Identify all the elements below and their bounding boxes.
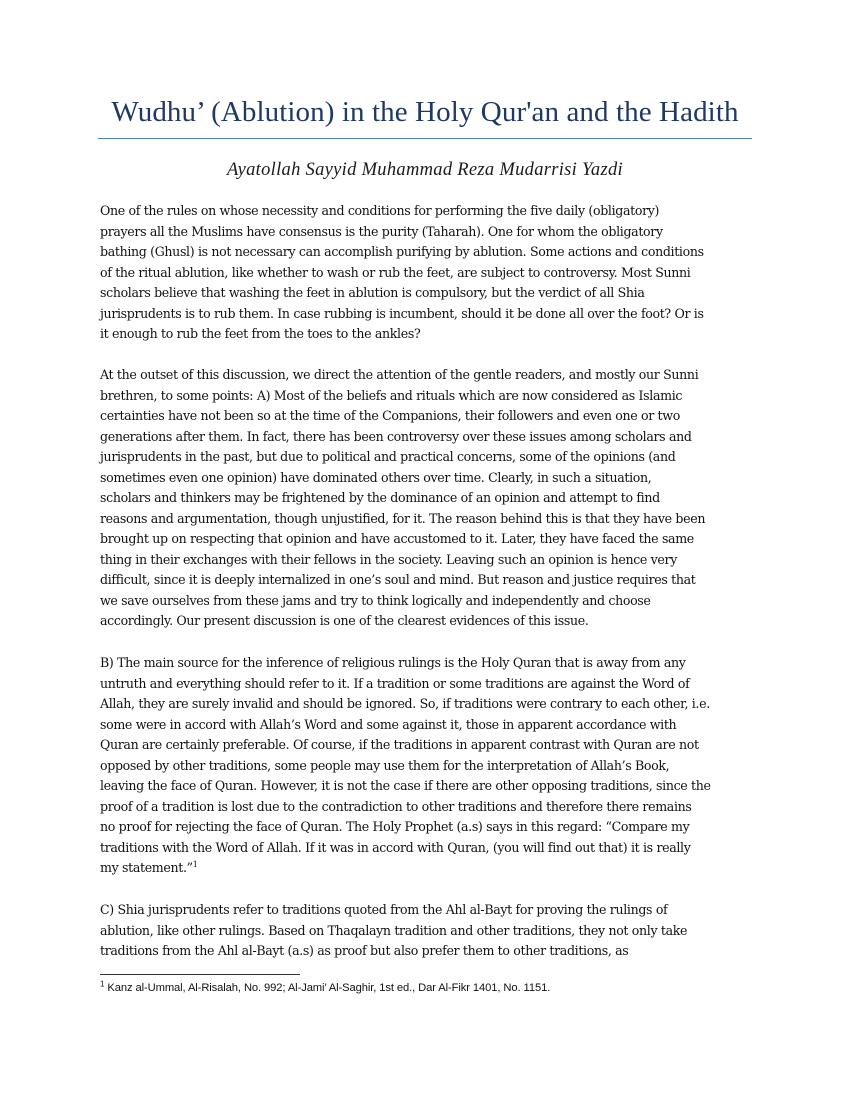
footnote [100,979,551,994]
footnote-text: Kanz al-Ummal, Al-Risalah, No. 992; Al-Jami’ Al-Saghir, 1st ed., Dar Al-Fikr 1401, No. 1151. [107,982,551,994]
text-line: opposed by other traditions, some people may use them for the interpretation of Allah’s Book, [100,757,670,773]
text-line: At the outset of this discussion, we direct the attention of the gentle readers, and mostly our Sunni [100,367,699,382]
text-line: it enough to rub the feet from the toes to the ankles? [100,326,421,341]
document-title: Wudhu’ (Ablution) in the Holy Qur'an and the Hadith [111,96,739,128]
text-line: prayers all the Muslims have consensus is the purity (Taharah). One for whom the obligatory [100,223,663,239]
text-line: brethren, to some points: A) Most of the beliefs and rituals which are now considered as Islamic [100,387,683,403]
paragraph-intro [100,201,704,345]
text-line: scholars believe that washing the feet in ablution is compulsory, but the verdict of all Shia [100,285,645,300]
text-line: thing in their exchanges with their fellows in the society. Leaving such an opinion is hence very [100,551,677,567]
text-line: leaving the face of Quran. However, it is not the case if there are other opposing traditions, since the [100,778,711,793]
text-line [100,858,711,879]
text-line: bathing (Ghusl) is not necessary can accomplish purifying by ablution. Some actions and conditions [100,244,704,259]
text-line: traditions from the Ahl al-Bayt (a.s) as proof but also prefer them to other traditions, as [100,943,629,958]
text-line: jurisprudents in the past, but due to political and practical concerns, some of the opinions (and [100,449,676,464]
text-line: reasons and argumentation, though unjustified, for it. The reason behind this is that they have been [100,510,706,526]
text-line: some were in accord with Allah’s Word and some against it, those in apparent accordance with [100,716,677,732]
text-line: Quran are certainly preferable. Of course, if the traditions in apparent contrast with Quran are not [100,737,699,752]
text-line: accordingly. Our present discussion is one of the clearest evidences of this issue. [100,613,589,628]
text-line: difficult, since it is deeply internalized in one’s soul and mind. But reason and justice requires that [100,572,696,587]
text-line: generations after them. In fact, there has been controversy over these issues among scholars and [100,428,692,444]
paragraph-point-a [100,365,705,632]
text-line: C) Shia jurisprudents refer to traditions quoted from the Ahl al-Bayt for proving the rulings of [100,902,668,917]
footnote-reference[interactable]: 1 [192,859,198,869]
text-line: untruth and everything should refer to it. If a tradition or some traditions are against the Word of [100,675,690,691]
text-line: B) The main source for the inference of religious rulings is the Holy Quran that is away from any [100,655,686,670]
text-line: sometimes even one opinion) have dominated others over time. Clearly, in such a situation, [100,469,652,485]
text-line: no proof for rejecting the face of Quran. The Holy Prophet (a.s) says in this regard: “Compare my [100,819,690,834]
text-line: ablution, like other rulings. Based on Thaqalayn tradition and other traditions, they not only take [100,922,688,938]
text-line: scholars and thinkers may be frightened by the dominance of an opinion and attempt to find [100,490,660,505]
footnote-number: 1 [100,979,105,989]
text-line-content: my statement.” [100,860,193,875]
paragraph-point-b [100,653,711,879]
author-name: Ayatollah Sayyid Muhammad Reza Mudarrisi Yazdi [227,160,623,180]
text-line: we save ourselves from these jams and try to think logically and independently and choose [100,592,651,608]
text-line: of the ritual ablution, like whether to wash or rub the feet, are subject to controversy. Most Sunni [100,264,691,280]
paragraph-point-c [100,900,687,962]
text-line: certainties have not been so at the time of the Companions, their followers and even one or two [100,408,680,423]
footnote-separator [100,974,300,975]
title-underline [98,138,752,139]
text-line: traditions with the Word of Allah. If it was in accord with Quran, (you will find out that) it is really [100,839,691,855]
text-line: One of the rules on whose necessity and conditions for performing the five daily (obligatory) [100,203,660,218]
text-line: proof of a tradition is lost due to the contradiction to other traditions and therefore there remains [100,798,692,814]
text-line: jurisprudents is to rub them. In case rubbing is incumbent, should it be done all over the foot? Or is [100,305,704,321]
text-line: brought up on respecting that opinion and have accustomed to it. Later, they have faced the same [100,531,694,546]
text-line: Allah, they are surely invalid and should be ignored. So, if traditions were contrary to each other, i.e. [100,696,710,711]
